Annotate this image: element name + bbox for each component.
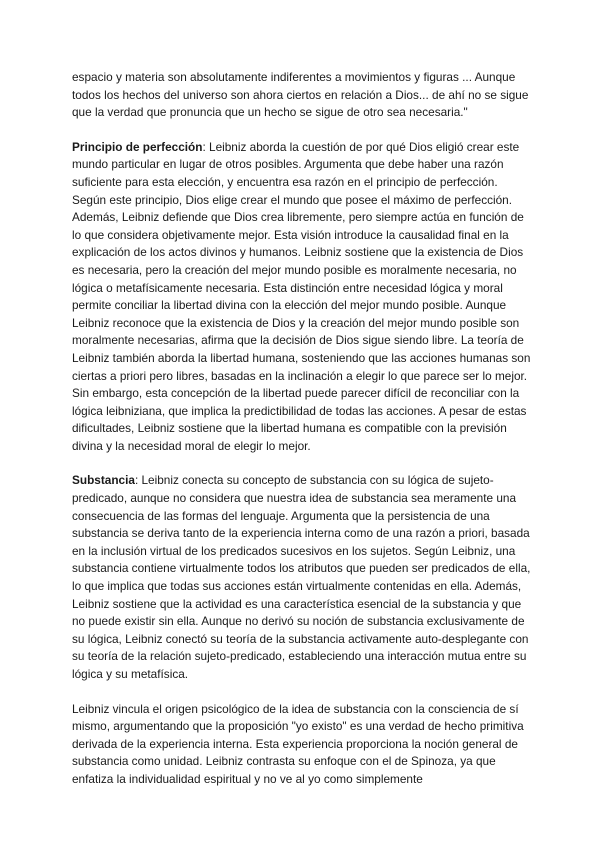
paragraph-origen-psicologico <box>72 701 532 789</box>
paragraph-text: Leibniz vincula el origen psicológico de la idea de substancia con la consciencia de sí mismo, argumentando que la proposición "yo existo" es una verdad de hecho primitiva derivada de la experiencia interna. Esta experiencia proporciona la noción general de substancia como unidad. Leibniz contrasta su enfoque con el de Spinoza, ya que enfatiza la individualidad espiritual y no ve al yo como simplemente <box>72 701 524 786</box>
section-heading: Principio de perfección <box>72 139 203 154</box>
section-heading: Substancia <box>72 473 135 488</box>
paragraph-text: : Leibniz conecta su concepto de substancia con su lógica de sujeto-predicado, aunque no considera que nuestra idea de substancia sea meramente una consecuencia de las formas del lenguaje. Argumenta que la persistencia de una substancia se deriva tanto de la experiencia interna como de una razón a priori, basada en la inclusión virtual de los predicados sucesivos en los sujetos. Según Leibniz, una substancia contiene virtualmente todos los atributos que pueden ser predicados de ella, lo que implica que todas sus acciones están virtualmente contenidas en ella. Además, Leibniz sostiene que la actividad es una característica esencial de la substancia y que no puede existir sin ella. Aunque no derivó su noción de substancia exclusivamente de su lógica, Leibniz conectó su teoría de la substancia activamente auto-desplegante con su teoría de la relación sujeto-predicado, estableciendo una interacción mutua entre su lógica y su metafísica. <box>72 473 531 681</box>
paragraph-text: espacio y materia son absolutamente indiferentes a movimientos y figuras ... Aunque todos los hechos del universo son ahora ciertos en relación a Dios... de ahí no se sigue que la verdad que pronuncia que un hecho se sigue de otro sea necesaria." <box>72 70 529 120</box>
document-page <box>72 69 532 806</box>
paragraph-principio-de-perfeccion <box>72 139 532 456</box>
paragraph-continuation <box>72 69 532 122</box>
paragraph-text: : Leibniz aborda la cuestión de por qué Dios eligió crear este mundo particular en lugar de otros posibles. Argumenta que debe haber una razón suficiente para esta elección, y encuentra esa razón en el principio de perfección. Según este principio, Dios elige crear el mundo que posee el máximo de perfección. Además, Leibniz defiende que Dios crea libremente, pero siempre actúa en función de lo que considera objetivamente mejor. Esta visión introduce la causalidad final en la explicación de los actos divinos y humanos. Leibniz sostiene que la existencia de Dios es necesaria, pero la creación del mejor mundo posible es moralmente necesaria, no lógica o metafísicamente necesaria. Esta distinción entre necesidad lógica y moral permite conciliar la libertad divina con la elección del mejor mundo posible. Aunque Leibniz reconoce que la existencia de Dios y la creación del mejor mundo posible son moralmente necesarias, afirma que la decisión de Dios sigue siendo libre. La teoría de Leibniz también aborda la libertad humana, sosteniendo que las acciones humanas son ciertas a priori pero libres, basadas en la inclinación a elegir lo que parece ser lo mejor. Sin embargo, esta concepción de la libertad puede parecer difícil de reconciliar con la lógica leibniziana, que implica la predictibilidad de todas las acciones. A pesar de estas dificultades, Leibniz sostiene que la libertad humana es compatible con la previsión divina y la necesidad moral de elegir lo mejor. <box>72 139 531 453</box>
paragraph-substancia <box>72 472 532 683</box>
